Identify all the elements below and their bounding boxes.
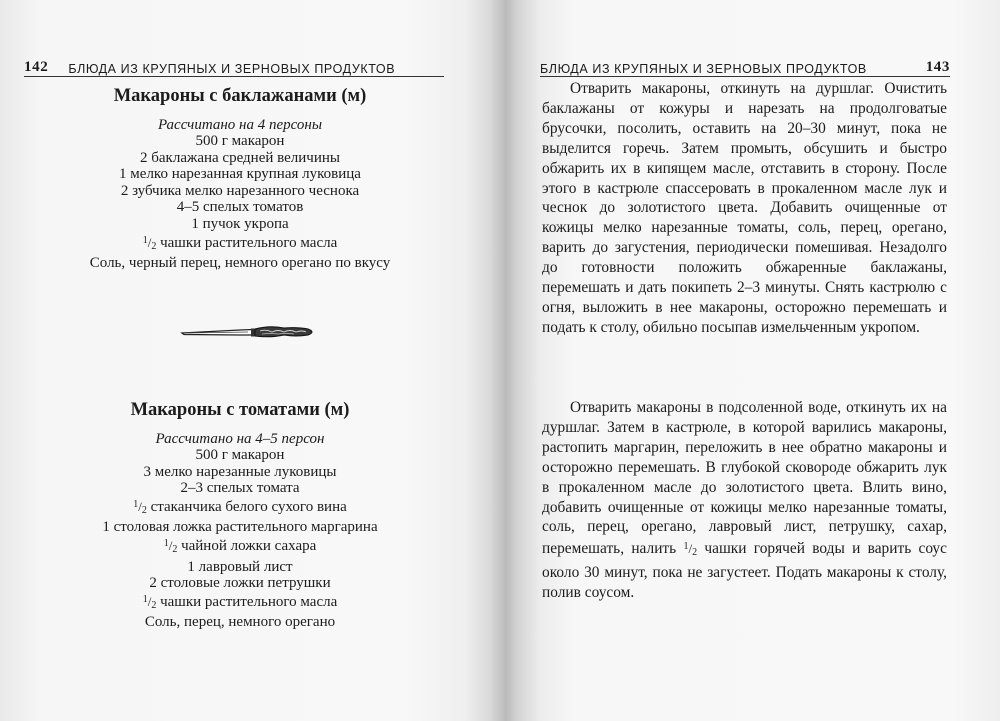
- ingredient: 2 баклажана средней величины: [140, 149, 340, 166]
- ingredient: 500 г макарон: [195, 133, 285, 149]
- right-page: [505, 0, 1000, 721]
- ingredient: 1 столовая ложка растительного маргарина: [102, 519, 378, 536]
- paragraph: Отварить макароны в подсоленной воде, откинуть их на дуршлаг. Затем в кастрюле, в которой варились макароны, растопить маргарин, переложить в нее обратно макароны и осторожно перемешать. В глубокой сковороде обжарить лук в прокаленном масле до золотистого цвета. Влить вино, добавить очищенные от кожицы мелко нарезанные томаты, соль, перец, орегано, лавровый лист, петрушку, сахар, перемешать, налить $^1/_2$ чашки горячей воды и варить соус около 30 минут, пока не загустеет. Подать макароны к столу, полив соусом.: [542, 399, 947, 602]
- paragraph: Отварить макароны, откинуть на дуршлаг. Очистить баклажаны от кожуры и нарезать на продолговатые брусочки, посолить, оставить на 20–30 минут, пока не выделится горечь. Затем промыть, обсушить и быстро обжарить их в кипящем масле, отставить в сторону. После этого в кастрюле спассеровать в прокаленном масле лук и чеснок до золотистого цвета. Добавить очищенные от кожицы мелко нарезанные томаты, соль, перец, орегано, варить до загустения, периодически помешивая. Незадолго до готовности положить обжаренные баклажаны, перемешать и дать покипеть 2–3 минуты. Снять кастрюлю с огня, выложить в нее макароны, осторожно перемешать и подать к столу, обильно посыпав измельченным укропом.: [542, 80, 947, 336]
- recipe-eggplant: [60, 86, 420, 272]
- fraction-half: $^1/_2$: [142, 593, 157, 611]
- ingredient: $^1/_2$ чайной ложки сахара: [163, 537, 317, 555]
- left-running-head-title: БЛЮДА ИЗ КРУПЯНЫХ И ЗЕРНОВЫХ ПРОДУКТОВ: [68, 62, 396, 76]
- ingredient: $^1/_2$ чашки растительного масла: [142, 593, 338, 611]
- ingredient: 2 зубчика мелко нарезанного чеснока: [120, 182, 360, 199]
- recipe-servings: Рассчитано на 4 персоны: [157, 117, 323, 133]
- ingredient: 2 столовые ложки петрушки: [149, 575, 331, 592]
- recipe-servings: Рассчитано на 4–5 персон: [155, 431, 325, 447]
- fraction-half: $^1/_2$: [163, 537, 178, 555]
- knife-icon: [180, 322, 320, 342]
- right-page-number: 143: [925, 59, 950, 75]
- recipe-tomato: [60, 400, 420, 631]
- left-running-header: [24, 58, 444, 77]
- recipe-title: Макароны с томатами (м): [130, 400, 350, 420]
- instructions-eggplant: [542, 79, 947, 338]
- fraction-half: $^1/_2$: [133, 498, 147, 516]
- ingredient: 1 мелко нарезанная крупная луковица: [119, 166, 361, 183]
- ingredient: Соль, перец, немного орегано: [144, 614, 336, 631]
- ingredient: 1 пучок укропа: [191, 215, 289, 232]
- ingredient: $^1/_2$ стаканчика белого сухого вина: [133, 498, 347, 516]
- instructions-tomato: [542, 398, 947, 603]
- fraction-half: $^1/_2$: [142, 234, 157, 252]
- recipe-title: Макароны с баклажанами (м): [113, 86, 367, 106]
- ingredient: 2–3 спелых томата: [180, 480, 300, 497]
- ingredient: Соль, черный перец, немного орегано по вкусу: [89, 255, 391, 272]
- right-running-head-title: БЛЮДА ИЗ КРУПЯНЫХ И ЗЕРНОВЫХ ПРОДУКТОВ: [540, 62, 867, 76]
- ingredient: 500 г макарон: [195, 447, 285, 463]
- fraction-half: $^1/_2$: [683, 541, 698, 559]
- left-page-number: 142: [24, 59, 49, 75]
- ingredient: 1 лавровый лист: [187, 558, 293, 575]
- ingredient: 3 мелко нарезанные луковицы: [143, 463, 337, 480]
- ingredient: $^1/_2$ чашки растительного масла: [142, 234, 338, 252]
- ingredient: 4–5 спелых томатов: [176, 199, 304, 216]
- right-running-header: [540, 58, 950, 77]
